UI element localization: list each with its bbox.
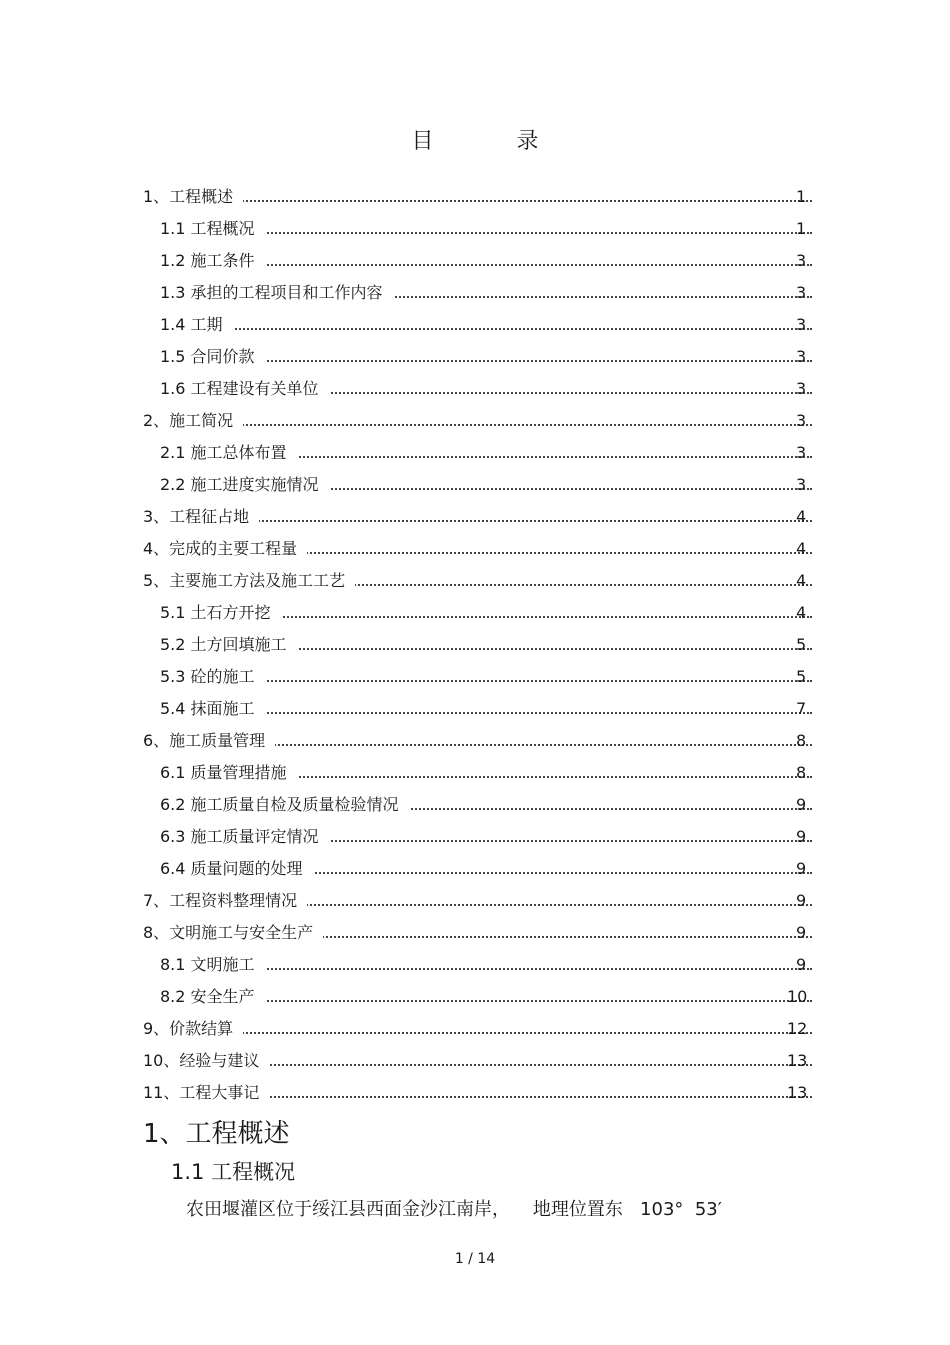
toc-entry-label: 5.2 土方回填施工 [160,629,297,661]
toc-entry [0,373,950,405]
toc-entry [0,629,950,661]
toc-entry [0,661,950,693]
toc-entry [0,213,950,245]
toc-entry-label: 5.1 土石方开挖 [160,597,281,629]
toc-entry-label: 6、施工质量管理 [143,725,275,757]
toc-entry-page: 3 [796,443,807,462]
toc-entry-page: 9 [796,955,807,974]
toc-entry-label: 10、经验与建议 [143,1045,269,1077]
toc-entry [0,1077,950,1109]
toc-entry [0,309,950,341]
toc-entry-page: 9 [796,795,807,814]
toc-entry [0,821,950,853]
toc-entry-page: 1 [796,187,807,206]
toc-entry-label: 8、文明施工与安全生产 [143,917,323,949]
toc-entry [0,181,950,213]
toc-entry [0,437,950,469]
toc-entry [0,533,950,565]
toc-entry-label: 1.1 工程概况 [160,213,265,245]
toc-entry-label: 1、工程概述 [143,181,243,213]
toc-entry-page: 9 [796,859,807,878]
toc-entry-page: 7 [796,699,807,718]
toc-entry [0,1013,950,1045]
toc-entry [0,725,950,757]
toc-entry [0,789,950,821]
toc-entry-page: 3 [796,315,807,334]
toc-entry-page: 4 [796,507,807,526]
toc-entry-page: 3 [796,475,807,494]
toc-entry [0,757,950,789]
body-paragraph: 农田堰灌区位于绥江县西面金沙江南岸， 地理位置东 103° 53′ [186,1199,722,1220]
toc-entry [0,981,950,1013]
toc-entry-page: 4 [796,539,807,558]
toc-entry [0,245,950,277]
toc-entry-page: 13 [787,1083,808,1102]
toc-entry-page: 3 [796,283,807,302]
toc-entry-label: 1.6 工程建设有关单位 [160,373,329,405]
toc-entry-page: 3 [796,347,807,366]
toc-entry-label: 1.2 施工条件 [160,245,265,277]
toc-entry [0,1045,950,1077]
toc-entry [0,853,950,885]
toc-entry-page: 13 [787,1051,808,1070]
toc-entry-label: 2、施工简况 [143,405,243,437]
toc-entry-page: 4 [796,571,807,590]
subsection-heading: 1.1 工程概况 [171,1160,296,1184]
page-number: 1 / 14 [454,1251,496,1267]
toc-entry-label: 1.3 承担的工程项目和工作内容 [160,277,393,309]
toc-entry-page: 5 [796,635,807,654]
toc-entry-page: 8 [796,731,807,750]
toc-entry [0,501,950,533]
toc-entry-page: 12 [787,1019,808,1038]
toc-entry [0,341,950,373]
toc-entry-page: 9 [796,891,807,910]
toc-entry [0,469,950,501]
toc-entry-page: 3 [796,411,807,430]
toc-entry-label: 4、完成的主要工程量 [143,533,307,565]
toc-entry-page: 5 [796,667,807,686]
toc-entry-label: 6.2 施工质量自检及质量检验情况 [160,789,409,821]
toc-entry-label: 2.2 施工进度实施情况 [160,469,329,501]
toc-entry-label: 8.2 安全生产 [160,981,265,1013]
toc-title: 目 录 [411,129,577,154]
toc-entry-label: 3、工程征占地 [143,501,259,533]
toc-entry-page: 9 [796,923,807,942]
toc-entry-label: 6.3 施工质量评定情况 [160,821,329,853]
toc-entry [0,917,950,949]
toc-entry-page: 8 [796,763,807,782]
toc-entry [0,565,950,597]
toc-entry-label: 5.4 抹面施工 [160,693,265,725]
toc-entry-label: 2.1 施工总体布置 [160,437,297,469]
toc-dot-leader [143,1032,812,1034]
toc-entry-page: 3 [796,251,807,270]
toc-entry-page: 1 [796,219,807,238]
toc-entry-page: 3 [796,379,807,398]
toc-entry-label: 5、主要施工方法及施工工艺 [143,565,355,597]
toc-entry [0,277,950,309]
toc-dot-leader [160,328,812,330]
toc-entry [0,949,950,981]
section-heading: 1、工程概述 [143,1119,290,1149]
toc-entry-label: 9、价款结算 [143,1013,243,1045]
toc-entry-label: 6.4 质量问题的处理 [160,853,313,885]
toc-entry [0,405,950,437]
toc-entry-label: 1.4 工期 [160,309,233,341]
toc-entry-page: 9 [796,827,807,846]
toc-entry-page: 4 [796,603,807,622]
toc-entry-label: 5.3 砼的施工 [160,661,265,693]
toc-entry-label: 8.1 文明施工 [160,949,265,981]
toc-dot-leader [143,200,812,202]
toc-entry-label: 11、工程大事记 [143,1077,269,1109]
toc-entry-page: 10 [787,987,808,1006]
toc-dot-leader [143,424,812,426]
toc-entry [0,885,950,917]
toc-entry-label: 7、工程资料整理情况 [143,885,307,917]
toc-entry [0,693,950,725]
toc-entry-label: 1.5 合同价款 [160,341,265,373]
toc-entry-label: 6.1 质量管理措施 [160,757,297,789]
toc-entry [0,597,950,629]
